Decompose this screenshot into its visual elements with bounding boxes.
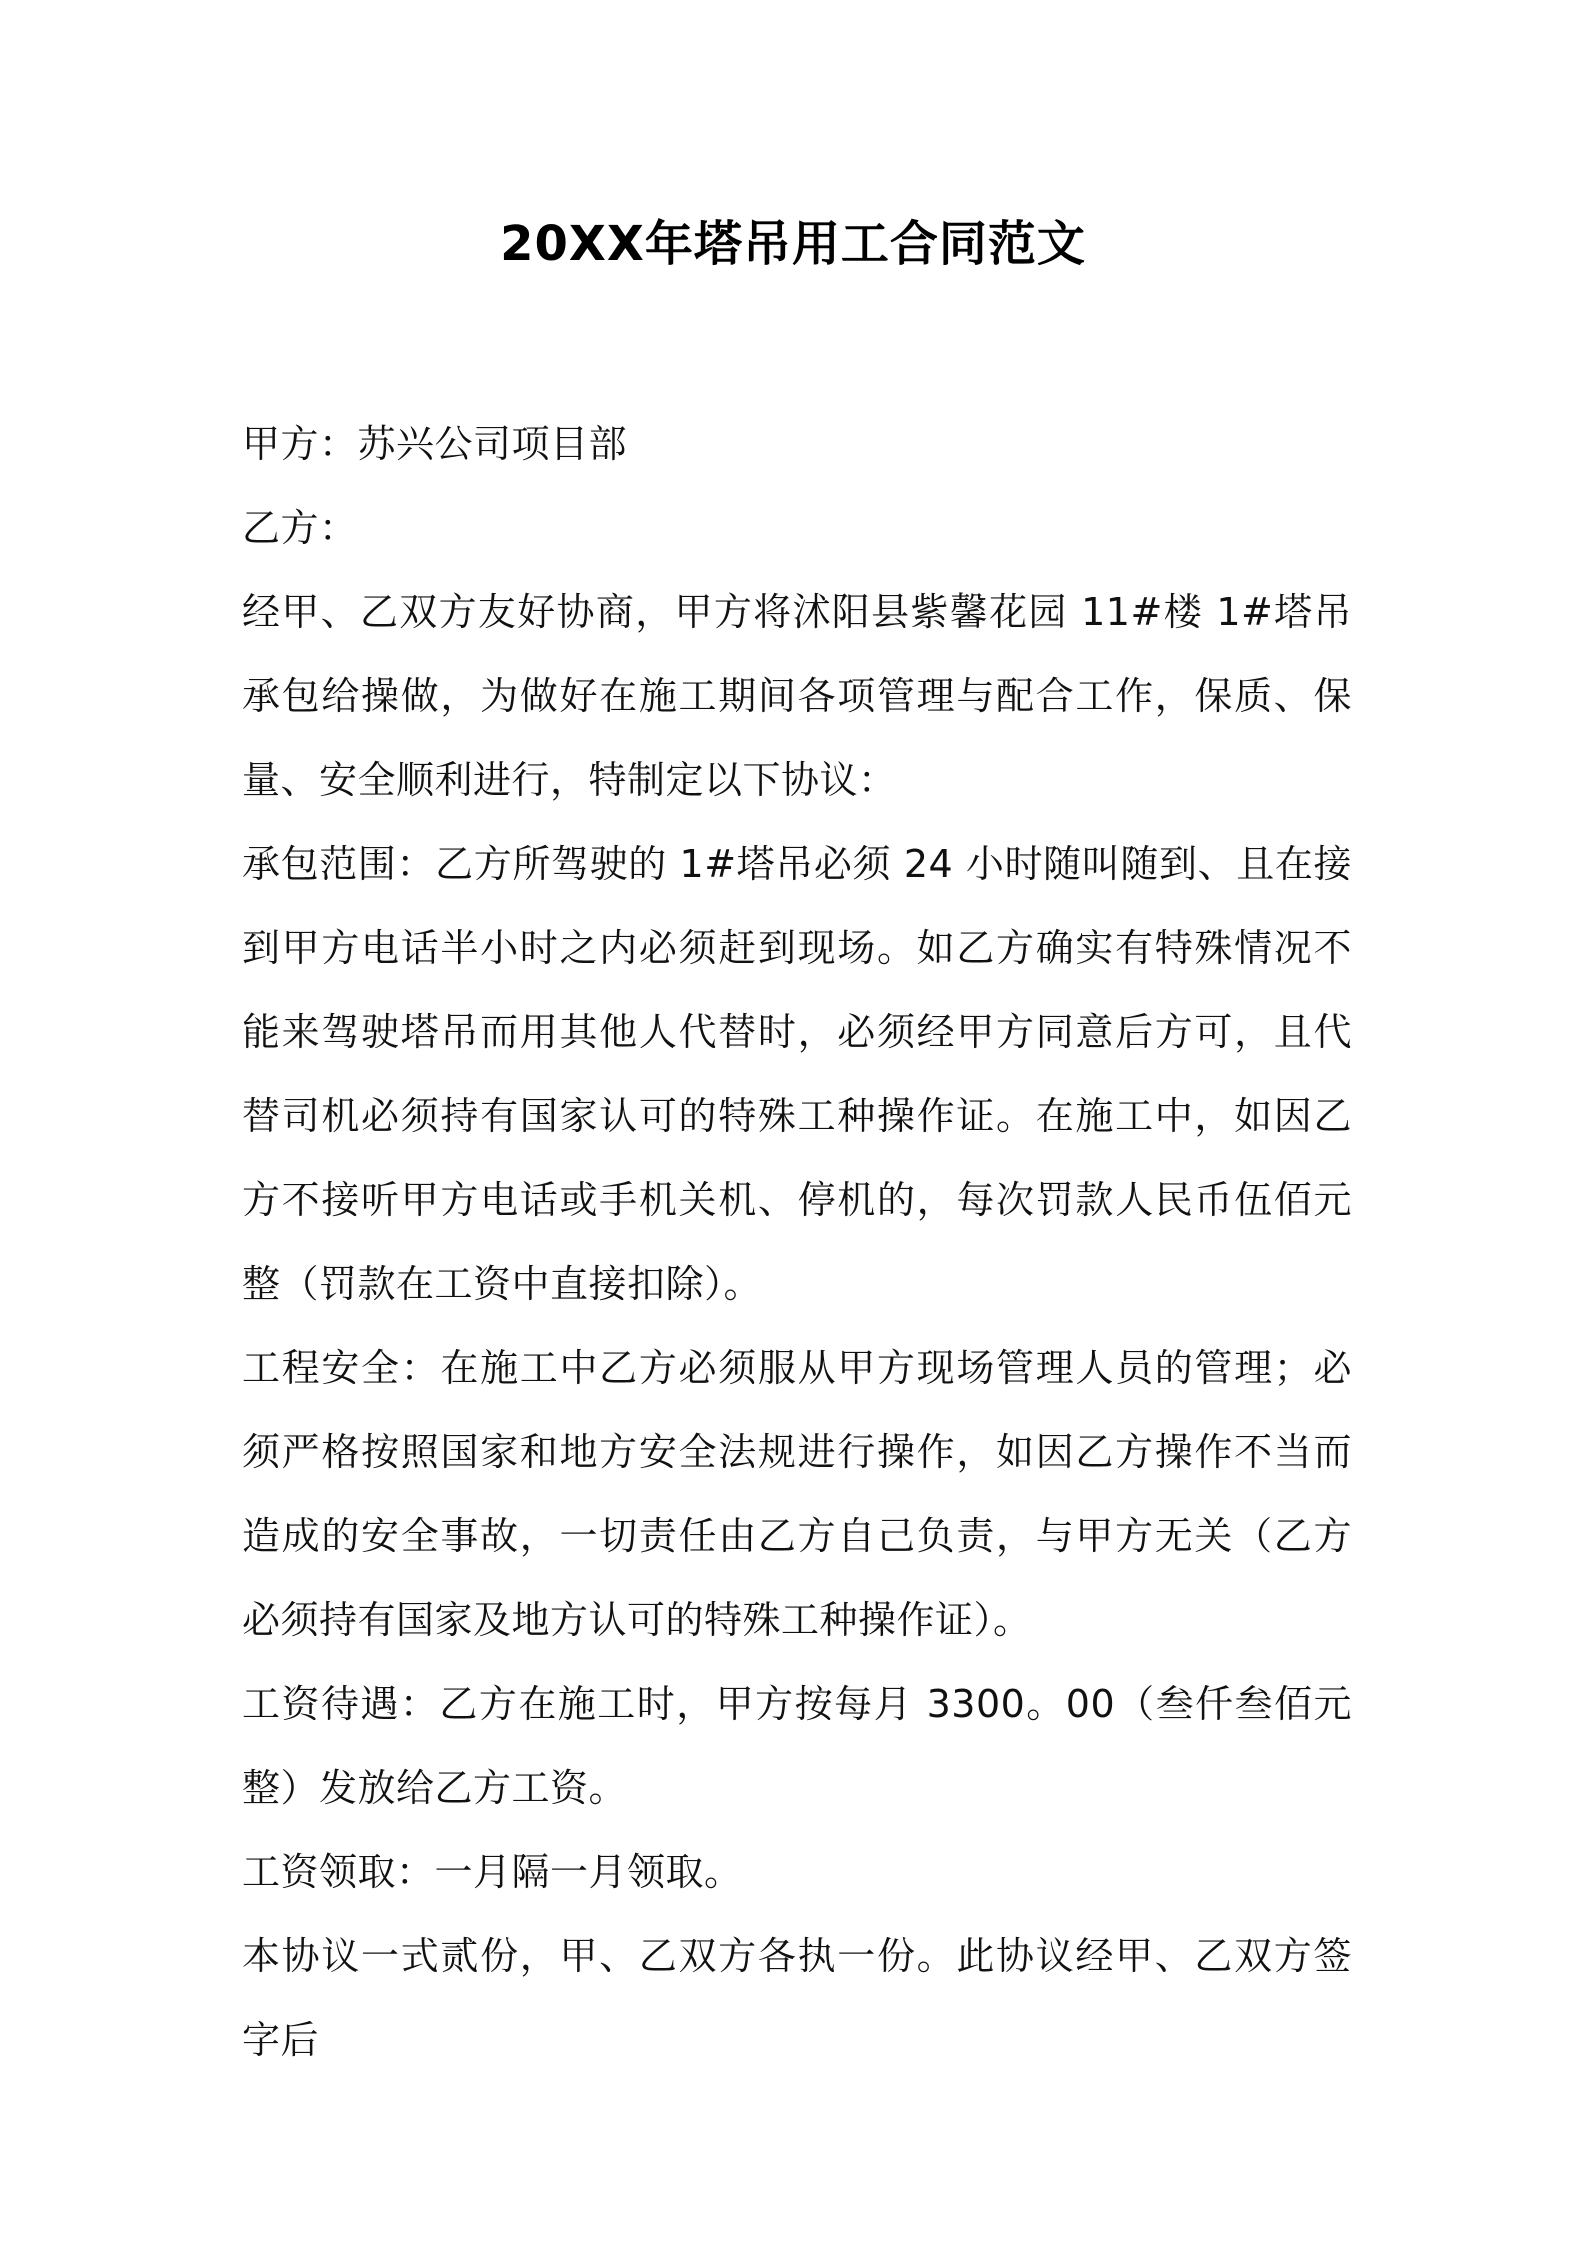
intro-paragraph: 经甲、乙双方友好协商，甲方将沭阳县紫馨花园 11#楼 1#塔吊承包给操做，为做好在施工期间各项管理与配合工作，保质、保量、安全顺利进行，特制定以下协议：: [242, 590, 1352, 802]
party-b-line: 乙方：: [242, 506, 358, 550]
document-title: 20XX年塔吊用工合同范文: [500, 216, 1086, 272]
scope-paragraph: 承包范围：乙方所驾驶的 1#塔吊必须 24 小时随叫随到、且在接到甲方电话半小时之内必须赶到现场。如乙方确实有特殊情况不能来驾驶塔吊而用其他人代替时，必须经甲方同意后方可，且代替司机必须持有国家认可的特殊工种操作证。在施工中，如因乙方不接听甲方电话或手机关机、停机的，每次罚款人民币伍佰元整（罚款在工资中直接扣除）。: [242, 842, 1352, 1306]
party-a-line: 甲方：苏兴公司项目部: [242, 422, 628, 466]
copies-paragraph: 本协议一式贰份，甲、乙双方各执一份。此协议经甲、乙双方签字后: [242, 1934, 1352, 2062]
salary-paragraph: 工资待遇：乙方在施工时，甲方按每月 3300。00（叁仟叁佰元整）发放给乙方工资。: [242, 1682, 1352, 1810]
salary-collection-paragraph: 工资领取：一月隔一月领取。: [242, 1850, 743, 1894]
document-body: [242, 402, 1352, 2082]
safety-paragraph: 工程安全：在施工中乙方必须服从甲方现场管理人员的管理；必须严格按照国家和地方安全法规进行操作，如因乙方操作不当而造成的安全事故，一切责任由乙方自己负责，与甲方无关（乙方必须持有国家及地方认可的特殊工种操作证）。: [242, 1346, 1352, 1642]
